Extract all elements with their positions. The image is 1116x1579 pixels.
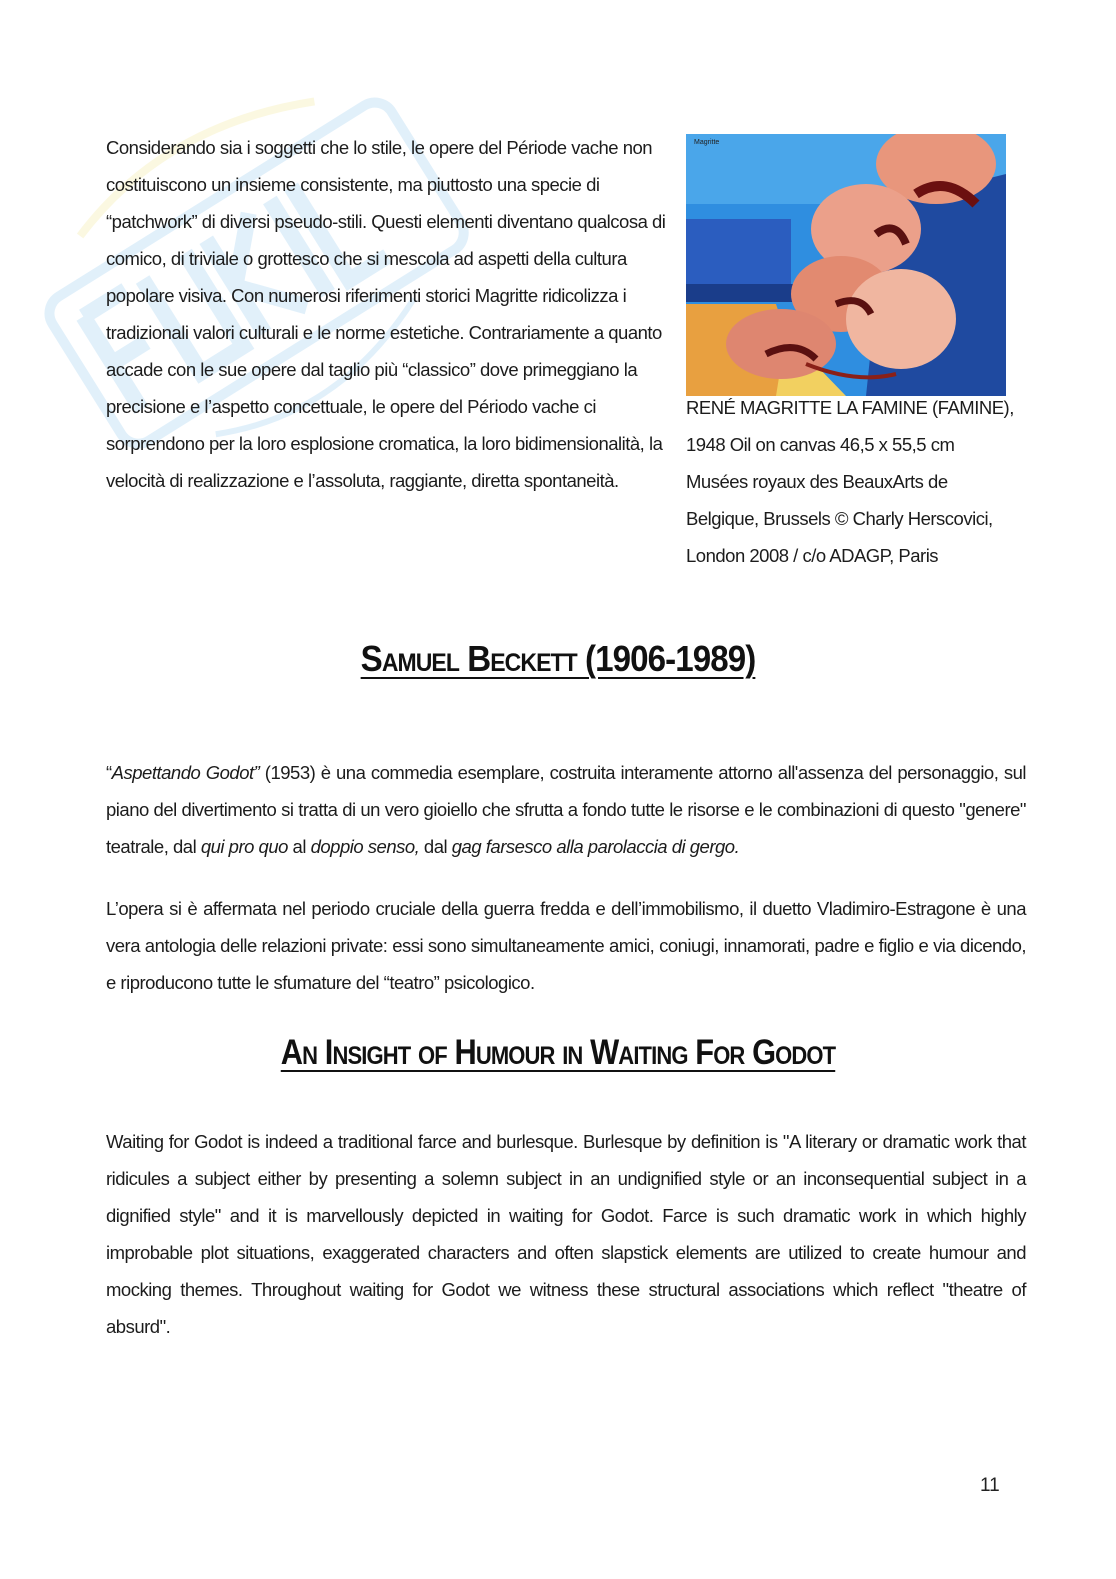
humour-paragraph: Waiting for Godot is indeed a traditional farce and burlesque. Burlesque by definition is "A literary or dramatic work that ridicules a subject either by presenting a solemn subject in an undignified style or an inconsequential subject in a dignified style" and it is marvellously depicted in waiting for Godot. Farce is such dramatic work in which highly improbable plot situations, exaggerated characters and often slapstick elements are utilized to create humour and mocking themes. Throughout waiting for Godot we witness these structural associations which reflect "theatre of absurd". — [106, 1131, 1026, 1337]
painting-image — [686, 134, 1006, 396]
section-heading-beckett: Samuel Beckett (1906-1989) — [360, 638, 756, 679]
intro-paragraph: Considerando sia i soggetti che lo stile, le opere del Période vache non costituiscono un insieme consistente, ma piuttosto una specie di “patchwork” di diversi pseudo-stili. Questi elementi diventano qualcosa di comico, di triviale o grottesco che si mescola ad aspetti della cultura popolare visiva. Con numerosi riferimenti storici Magritte ridicolizza i tradizionali valori culturali e le norme estetiche. Contrariamente a quanto accade con le sue opere dal taglio più “classico” dove primeggiano la precisione e l’aspetto concettuale, le opere del Périodo vache ci sorprendono per la loro esplosione cromatica, la loro bidimensionalità, la velocità di realizzazione e l’assoluta, raggiante, diretta spontaneità. — [106, 137, 666, 491]
beckett-paragraph-1: “Aspettando Godot” (1953) è una commedia esemplare, costruita interamente attorno all'assenza del personaggio, sul piano del divertimento si tratta di un vero gioiello che sfrutta a fondo tutte le risorse e le combinazioni di questo "genere" teatrale, dal qui pro quo al doppio senso, dal gag farsesco alla parolaccia di gergo. — [106, 762, 1026, 857]
beckett-paragraph-2: L’opera si è affermata nel periodo cruciale della guerra fredda e dell’immobilismo, il duetto Vladimiro-Estragone è una vera antologia delle relazioni private: essi sono simultaneamente amici, coniugi, innamorati, padre e figlio e via dicendo, e riproducono tutte le sfumature del “teatro” psicologico. — [106, 898, 1026, 993]
painting-caption: RENÉ MAGRITTE LA FAMINE (FAMINE), 1948 Oil on canvas 46,5 x 55,5 cm Musées royaux des BeauxArts de Belgique, Brussels © Charly Herscovici, London 2008 / c/o ADAGP, Paris — [686, 397, 1014, 566]
painting-signature: Magritte — [694, 139, 720, 146]
page-number: 11 — [980, 1475, 1000, 1496]
section-heading-humour: An Insight of Humour in Waiting For Godot — [280, 1033, 836, 1072]
